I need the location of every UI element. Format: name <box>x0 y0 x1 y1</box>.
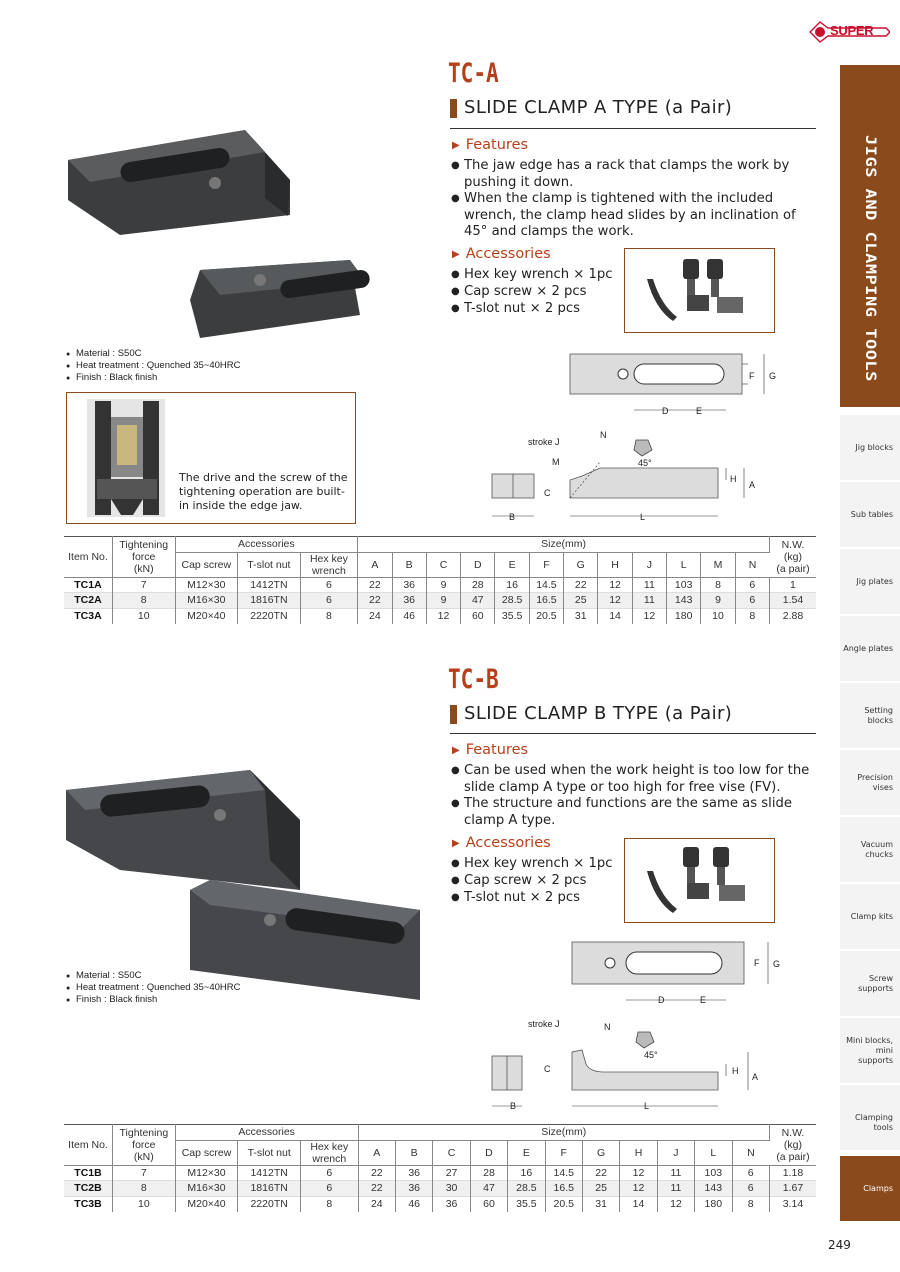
table-cell: 30 <box>433 1181 470 1197</box>
sidebar-item-screw-supports[interactable]: Screw supports <box>840 950 900 1016</box>
table-cell: 1 <box>769 577 816 593</box>
dim-label-c: C <box>544 1064 551 1074</box>
table-cell: 11 <box>657 1165 694 1181</box>
accessory-item: ● Hex key wrench × 1pc <box>451 267 621 284</box>
dim-label-angle: 45° <box>638 458 652 468</box>
dim-label-l: L <box>640 512 646 522</box>
table-cell: 1.54 <box>769 593 816 609</box>
table-cell: 11 <box>632 593 666 609</box>
table-cell: 6 <box>732 1165 769 1181</box>
col-accessories: Accessories <box>175 1125 358 1141</box>
table-cell: 1816TN <box>238 1181 301 1197</box>
material-spec: ● Material : S50C <box>66 348 141 360</box>
table-cell: M20×40 <box>175 608 238 624</box>
table-row <box>64 1181 816 1197</box>
dim-label-stroke: stroke J <box>528 437 560 447</box>
col-hex-wrench: Hex key wrench <box>300 552 358 577</box>
accessories-photo <box>625 839 773 921</box>
table-cell: 36 <box>395 1165 432 1181</box>
sidebar-item-angle-plates[interactable]: Angle plates <box>840 615 900 681</box>
col-dim: E <box>508 1140 545 1165</box>
col-dim: D <box>461 552 495 577</box>
dim-label-a: A <box>752 1072 759 1082</box>
table-cell: 1412TN <box>238 577 301 593</box>
sidebar-item-jig-blocks[interactable]: Jig blocks <box>840 414 900 480</box>
col-dim: L <box>695 1140 732 1165</box>
table-cell: 14 <box>620 1196 657 1212</box>
dim-label-f: F <box>754 958 760 968</box>
internal-mechanism-callout <box>66 392 356 524</box>
table-cell: 6 <box>300 577 358 593</box>
col-dim: M <box>701 552 735 577</box>
table-cell: 47 <box>470 1181 507 1197</box>
product-model-tc-b: TC-B <box>448 664 499 695</box>
col-dim: D <box>470 1140 507 1165</box>
table-cell: M16×30 <box>175 1181 238 1197</box>
table-cell: 7 <box>112 577 175 593</box>
heat-treatment-spec: ● Heat treatment : Quenched 35~40HRC <box>66 982 241 994</box>
item-number-cell: TC3B <box>64 1196 113 1212</box>
table-cell: 22 <box>358 593 392 609</box>
dim-label-angle: 45° <box>644 1050 658 1060</box>
item-number-cell: TC1A <box>64 577 112 593</box>
dimension-drawing-tc-a <box>486 350 786 525</box>
col-force: Tightening force (kN) <box>112 537 175 578</box>
table-cell: 11 <box>632 577 666 593</box>
sidebar-item-mini-blocks[interactable]: Mini blocks, mini supports <box>840 1017 900 1083</box>
table-cell: 9 <box>426 593 460 609</box>
accessory-item: ● T-slot nut × 2 pcs <box>451 890 621 907</box>
sidebar-item-clamp-kits[interactable]: Clamp kits <box>840 883 900 949</box>
table-cell: 1816TN <box>238 593 301 609</box>
table-cell: 25 <box>564 593 598 609</box>
table-cell: 20.5 <box>545 1196 582 1212</box>
dim-label-e: E <box>696 406 703 416</box>
material-spec: ● Material : S50C <box>66 970 141 982</box>
table-cell: 6 <box>300 1165 358 1181</box>
table-cell: 143 <box>695 1181 732 1197</box>
dim-label-m: M <box>552 457 560 467</box>
features-heading: ▶ Features <box>452 742 528 758</box>
col-dim: H <box>598 552 632 577</box>
callout-text: The drive and the screw of the tightening operation are built-in inside the edge jaw. <box>179 471 348 512</box>
table-cell: 24 <box>358 1196 395 1212</box>
table-row <box>64 1196 816 1212</box>
feature-item: ● The jaw edge has a rack that clamps the work by pushing it down. <box>451 158 813 191</box>
table-cell: 20.5 <box>529 608 563 624</box>
col-dim: B <box>392 552 426 577</box>
col-accessories: Accessories <box>175 537 358 553</box>
table-cell: 1412TN <box>238 1165 301 1181</box>
table-cell: 6 <box>735 577 769 593</box>
table-cell: 12 <box>598 593 632 609</box>
col-dim: E <box>495 552 529 577</box>
table-cell: 27 <box>433 1165 470 1181</box>
dim-label-b: B <box>509 512 516 522</box>
col-size: Size(mm) <box>358 1125 769 1141</box>
feature-item: ● When the clamp is tightened with the included wrench, the clamp head slides by an inclination of 45° and clamps the work. <box>451 191 813 241</box>
finish-spec: ● Finish : Black finish <box>66 994 157 1006</box>
dimension-drawing-tc-b <box>486 938 786 1113</box>
dim-label-g: G <box>769 371 777 381</box>
table-cell: 31 <box>564 608 598 624</box>
col-force: Tightening force (kN) <box>113 1125 176 1166</box>
spec-table-tc-a <box>64 536 816 624</box>
table-cell: 36 <box>433 1196 470 1212</box>
dim-label-e: E <box>700 995 707 1005</box>
table-cell: M20×40 <box>175 1196 238 1212</box>
item-number-cell: TC2B <box>64 1181 113 1197</box>
dim-label-l: L <box>644 1101 650 1111</box>
table-cell: 12 <box>657 1196 694 1212</box>
col-dim: N <box>735 552 769 577</box>
table-row <box>64 608 816 624</box>
table-cell: 14.5 <box>529 577 563 593</box>
col-nw: N.W. (kg) (a pair) <box>769 1125 816 1166</box>
table-cell: 10 <box>113 1196 176 1212</box>
table-cell: M16×30 <box>175 593 238 609</box>
sidebar-item-clamps[interactable]: Clamps <box>840 1155 900 1221</box>
product-title-tc-a: SLIDE CLAMP A TYPE (a Pair) <box>450 97 732 118</box>
table-cell: 16 <box>508 1165 545 1181</box>
table-cell: 35.5 <box>508 1196 545 1212</box>
table-cell: 35.5 <box>495 608 529 624</box>
table-cell: 2220TN <box>238 608 301 624</box>
sidebar-item-setting-blocks[interactable]: Setting blocks <box>840 682 900 748</box>
table-cell: 46 <box>395 1196 432 1212</box>
dim-label-h: H <box>730 474 737 484</box>
table-cell: 8 <box>735 608 769 624</box>
table-row <box>64 593 816 609</box>
col-dim: A <box>358 552 392 577</box>
accessories-photo <box>625 249 773 331</box>
table-cell: 8 <box>113 1181 176 1197</box>
col-dim: C <box>426 552 460 577</box>
item-number-cell: TC3A <box>64 608 112 624</box>
heat-treatment-spec: ● Heat treatment : Quenched 35~40HRC <box>66 360 241 372</box>
table-cell: M12×30 <box>175 1165 238 1181</box>
table-cell: 143 <box>667 593 701 609</box>
table-cell: 8 <box>112 593 175 609</box>
features-heading: ▶ Features <box>452 137 528 153</box>
accessory-item: ● T-slot nut × 2 pcs <box>451 301 621 318</box>
table-cell: 22 <box>564 577 598 593</box>
accessories-photo-box <box>624 248 775 333</box>
table-cell: 9 <box>426 577 460 593</box>
accessory-item: ● Hex key wrench × 1pc <box>451 856 621 873</box>
table-cell: 14.5 <box>545 1165 582 1181</box>
table-cell: 180 <box>667 608 701 624</box>
accessories-heading: ▶ Accessories <box>452 835 551 851</box>
table-cell: 8 <box>300 1196 358 1212</box>
col-dim: G <box>582 1140 619 1165</box>
col-nw: N.W. (kg) (a pair) <box>769 537 816 578</box>
logo-text: SUPER <box>830 23 874 38</box>
accessories-photo-box <box>624 838 775 923</box>
table-row <box>64 577 816 593</box>
table-cell: 103 <box>695 1165 732 1181</box>
table-cell: 6 <box>300 593 358 609</box>
product-title-tc-b: SLIDE CLAMP B TYPE (a Pair) <box>450 703 732 724</box>
table-cell: 12 <box>598 577 632 593</box>
table-cell: 3.14 <box>769 1196 816 1212</box>
table-cell: 24 <box>358 608 392 624</box>
col-dim: C <box>433 1140 470 1165</box>
col-dim: J <box>657 1140 694 1165</box>
col-cap-screw: Cap screw <box>175 1140 238 1165</box>
table-cell: 16.5 <box>529 593 563 609</box>
col-dim: L <box>667 552 701 577</box>
table-cell: 46 <box>392 608 426 624</box>
table-cell: 1.67 <box>769 1181 816 1197</box>
table-cell: 12 <box>426 608 460 624</box>
accessories-heading: ▶ Accessories <box>452 246 551 262</box>
feature-item: ● Can be used when the work height is too low for the slide clamp A type or too high for free vise (FV). <box>451 763 813 796</box>
table-cell: 36 <box>392 577 426 593</box>
dim-label-f: F <box>749 371 755 381</box>
sidebar-item-clamping-tools[interactable]: Clamping tools <box>840 1084 900 1150</box>
table-cell: 22 <box>358 1165 395 1181</box>
sidebar-item-vacuum-chucks[interactable]: Vacuum chucks <box>840 816 900 882</box>
col-dim: F <box>529 552 563 577</box>
table-cell: 6 <box>732 1181 769 1197</box>
col-dim: G <box>564 552 598 577</box>
table-cell: 8 <box>732 1196 769 1212</box>
accessory-item: ● Cap screw × 2 pcs <box>451 284 621 301</box>
table-cell: 2.88 <box>769 608 816 624</box>
table-cell: 180 <box>695 1196 732 1212</box>
table-cell: M12×30 <box>175 577 238 593</box>
table-cell: 25 <box>582 1181 619 1197</box>
col-item: Item No. <box>64 537 112 578</box>
col-item: Item No. <box>64 1125 113 1166</box>
col-cap-screw: Cap screw <box>175 552 238 577</box>
table-cell: 12 <box>620 1165 657 1181</box>
table-cell: 60 <box>470 1196 507 1212</box>
table-cell: 11 <box>657 1181 694 1197</box>
spec-table-tc-b <box>64 1124 816 1212</box>
table-cell: 47 <box>461 593 495 609</box>
sidebar-item-sub-tables[interactable]: Sub tables <box>840 481 900 547</box>
table-cell: 10 <box>112 608 175 624</box>
title-rule <box>450 128 816 129</box>
dim-label-g: G <box>773 959 781 969</box>
dim-label-a: A <box>749 480 756 490</box>
sidebar-category-title: JIGS AND CLAMPING TOOLS <box>861 135 879 382</box>
cutaway-photo <box>87 399 165 517</box>
table-row <box>64 1165 816 1181</box>
table-cell: 2220TN <box>238 1196 301 1212</box>
dim-label-c: C <box>544 488 551 498</box>
col-dim: B <box>395 1140 432 1165</box>
dim-label-stroke: stroke J <box>528 1019 560 1029</box>
table-cell: 60 <box>461 608 495 624</box>
table-cell: 16 <box>495 577 529 593</box>
table-cell: 6 <box>300 1181 358 1197</box>
product-photo-tc-a <box>60 110 400 350</box>
table-cell: 22 <box>582 1165 619 1181</box>
page-number: 249 <box>828 1238 851 1252</box>
table-cell: 22 <box>358 1181 395 1197</box>
dim-label-d: D <box>662 406 669 416</box>
item-number-cell: TC2A <box>64 593 112 609</box>
table-cell: 22 <box>358 577 392 593</box>
table-cell: 103 <box>667 577 701 593</box>
table-cell: 14 <box>598 608 632 624</box>
table-cell: 36 <box>395 1181 432 1197</box>
col-dim: J <box>632 552 666 577</box>
sidebar-item-jig-plates[interactable]: Jig plates <box>840 548 900 614</box>
table-cell: 1.18 <box>769 1165 816 1181</box>
table-cell: 8 <box>701 577 735 593</box>
table-cell: 31 <box>582 1196 619 1212</box>
dim-label-h: H <box>732 1066 739 1076</box>
accessory-item: ● Cap screw × 2 pcs <box>451 873 621 890</box>
col-size: Size(mm) <box>358 537 770 553</box>
table-cell: 7 <box>113 1165 176 1181</box>
table-cell: 28 <box>461 577 495 593</box>
finish-spec: ● Finish : Black finish <box>66 372 157 384</box>
col-tslot-nut: T-slot nut <box>238 552 301 577</box>
table-cell: 12 <box>620 1181 657 1197</box>
table-cell: 6 <box>735 593 769 609</box>
item-number-cell: TC1B <box>64 1165 113 1181</box>
title-rule <box>450 733 816 734</box>
table-cell: 10 <box>701 608 735 624</box>
dim-label-n: N <box>604 1022 611 1032</box>
table-cell: 9 <box>701 593 735 609</box>
table-cell: 28 <box>470 1165 507 1181</box>
col-hex-wrench: Hex key wrench <box>300 1140 358 1165</box>
table-cell: 8 <box>300 608 358 624</box>
col-dim: F <box>545 1140 582 1165</box>
col-dim: H <box>620 1140 657 1165</box>
table-cell: 12 <box>632 608 666 624</box>
col-dim: N <box>732 1140 769 1165</box>
table-cell: 28.5 <box>508 1181 545 1197</box>
dim-label-b: B <box>510 1101 517 1111</box>
dim-label-n: N <box>600 430 607 440</box>
dim-label-d: D <box>658 995 665 1005</box>
product-model-tc-a: TC-A <box>448 58 499 89</box>
col-tslot-nut: T-slot nut <box>238 1140 301 1165</box>
sidebar-item-precision-vises[interactable]: Precision vises <box>840 749 900 815</box>
table-cell: 28.5 <box>495 593 529 609</box>
feature-item: ● The structure and functions are the same as slide clamp A type. <box>451 796 813 829</box>
table-cell: 16.5 <box>545 1181 582 1197</box>
col-dim: A <box>358 1140 395 1165</box>
table-cell: 36 <box>392 593 426 609</box>
